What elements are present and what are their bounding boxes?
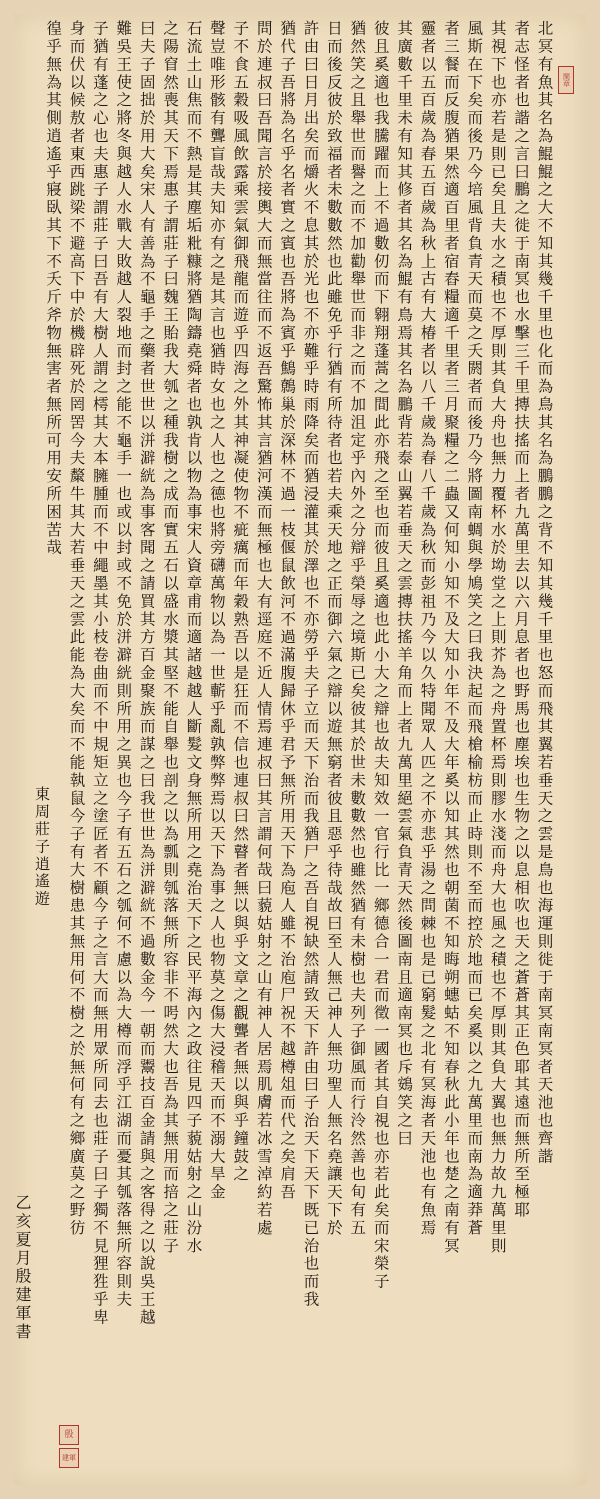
text-column: 問於連叔曰吾聞言於接輿大而無當往而不返吾驚怖其言猶河漢而無極也大有逕庭不近人情焉連叔曰其言謂何哉曰藐姑射之山有神人居焉肌膚若冰雪淖約若處 [254, 20, 273, 1238]
text-column: 許由曰日月出矣而爝火不息其於光也不亦難乎時雨降矣而猶浸灌其於澤也不亦勞乎夫子立而天下治而我猶尸之吾自視缺然請致天下許由曰子治天下天下既已治也而我 [301, 20, 320, 1309]
paper-sheet [14, 14, 586, 1485]
text-column: 子不食五穀吸風飲露乘雲氣御飛龍而遊乎四海之外其神凝使物不疵癘而年穀熟吾以是狂而不信也連叔曰然瞽者無以與乎文章之觀聾者無以與乎鐘鼓之 [231, 20, 250, 1184]
text-column: 風斯在下矣而後乃今培風背負青天而莫之夭閼者而後乃今將圖南蜩與學鳩笑之曰我決起而飛槍榆枋而止時則不至而控於地而已矣奚以之九萬里而南為適莽蒼 [465, 20, 484, 1238]
text-column: 彼且奚適也我騰躍而上不過數仞而下翱翔蓬蒿之間此亦飛之至也而彼且奚適也此小大之辯也故夫知效一官行比一鄉德合一君而徵一國者其自視也亦若此矣而宋榮子 [371, 20, 390, 1291]
text-column: 石流土山焦而不熱是其塵垢粃糠將猶陶鑄堯舜者也孰肯以物為事宋人資章甫而適諸越越人斷髮文身無所用之堯治天下之民平海內之政往見四子藐姑射之山汾水 [184, 20, 203, 1256]
text-column: 聲豈唯形骸有聾盲哉夫知亦有之是其言也猶時女也之人也之德也將旁礴萬物以為一世蘄乎亂孰弊弊焉以天下為事之人也物莫之傷大浸稽天而不溺大旱金 [207, 20, 226, 1202]
text-column: 北冥有魚其名為鯤鯤之大不知其幾千里也化而為鳥其名為鵬鵬之背不知其幾千里也怒而飛其翼若垂天之雲是鳥也海運則徙于南冥南冥者天池也齊諧 [535, 20, 554, 1166]
text-column: 曰夫子固拙於用大矣宋人有善為不龜手之藥者世世以洴澼絖為事客聞之請買其方百金聚族而謀之曰我世世為洴澼絖不過數金今一朝而鬻技百金請與之客得之以說吳王越 [137, 20, 156, 1327]
text-column: 猶代子吾將為名乎名者實之賓也吾將為賓乎鷦鷯巢於深林不過一枝偃鼠飲河不過滿腹歸休乎君予無所用天下為庖人雖不治庖尸祝不越樽俎而代之矣肩吾 [278, 20, 297, 1202]
text-column: 身而伏以候敖者東西跳梁不避高下中於機辟死於罔罟今夫斄牛其大若垂天之雲此能為大矣而不能執鼠今子有大樹患其無用何不樹之於無何有之鄉廣莫之野彷 [67, 20, 86, 1238]
text-column: 之陽窅然喪其天下焉惠子謂莊子曰魏王貽我大瓠之種我樹之成而實五石以盛水漿其堅不能自舉也剖之以為瓢則瓠落無所容非不呺然大也吾為其無用而掊之莊子 [161, 20, 180, 1256]
text-column: 日而後反彼於致福者未數數然也此雖免乎行猶有所待者也若夫乘天地之正而御六氣之辯以遊無窮者彼且惡乎待哉故曰至人無己神人無功聖人無名堯讓天下於 [324, 20, 343, 1238]
text-column: 其視下也亦若是則已矣且夫水之積也不厚則其負大舟也無力覆杯水於坳堂之上則芥為之舟置杯焉則膠水淺而舟大也風之積也不厚則其負大翼也無力故九萬里則 [488, 20, 507, 1256]
signature-title: 東周莊子逍遙遊 [33, 786, 51, 908]
studio-seal: 建軍 [59, 1448, 79, 1468]
signature-date: 乙亥夏月殷建軍書 [13, 1194, 32, 1342]
text-column: 者志怪者也諧之言曰鵬之徙于南冥也水擊三千里摶扶搖而上者九萬里去以六月息者也野馬也塵埃也生物之以息相吹也天之蒼蒼其正色耶其遠而無所至極耶 [512, 20, 531, 1220]
name-seal: 殷 [59, 1425, 79, 1445]
text-column: 難吳王使之將冬與越人水戰大敗越人裂地而封之能不龜手一也或以封或不免於洴澼絖則所用之異也今子有五石之瓠何不慮以為大樽而浮乎江湖而憂其瓠落無所容則夫 [114, 20, 133, 1309]
text-column: 猶然笑之且舉世而譽之而不加勸舉世而非之而不加沮定乎內外之分辯乎榮辱之境斯已矣彼其於世未數數然也雖然猶有未樹也夫列子御風而行泠然善也旬有五 [348, 20, 367, 1238]
text-column: 其廣數千里未有知其修者其名為鯤有鳥焉其名為鵬背若泰山翼若垂天之雲摶扶搖羊角而上者九萬里絕雲氣負青天然後圖南且適南冥也斥鴳笑之曰 [395, 20, 414, 1148]
text-column: 徨乎無為其側逍遙乎寢臥其下不夭斤斧物無害者無所可用安所困苦哉 [44, 20, 63, 557]
text-column: 靈者以五百歲為春五百歲為秋上古有大椿者以八千歲為春八千歲為秋而彭祖乃今以久特聞眾人匹之不亦悲乎湯之問棘也是已窮髮之北有冥海者天池也有魚焉 [418, 20, 437, 1238]
text-column: 者三餐而反腹猶果然適百里者宿舂糧適千里者三月聚糧之二蟲又何知小知不及大知小年不及大年奚以知其然也朝菌不知晦朔蟪蛄不知春秋此小年也楚之南有冥 [441, 20, 460, 1256]
head-seal: 閑章 [558, 66, 574, 94]
text-column: 子猶有蓬之心也夫惠子謂莊子曰吾有大樹人謂之樗其大本臃腫而不中繩墨其小枝卷曲而不中規矩立之塗匠者不顧今子之言大而無用眾所同去也莊子曰子獨不見狸狌乎卑 [90, 20, 109, 1327]
